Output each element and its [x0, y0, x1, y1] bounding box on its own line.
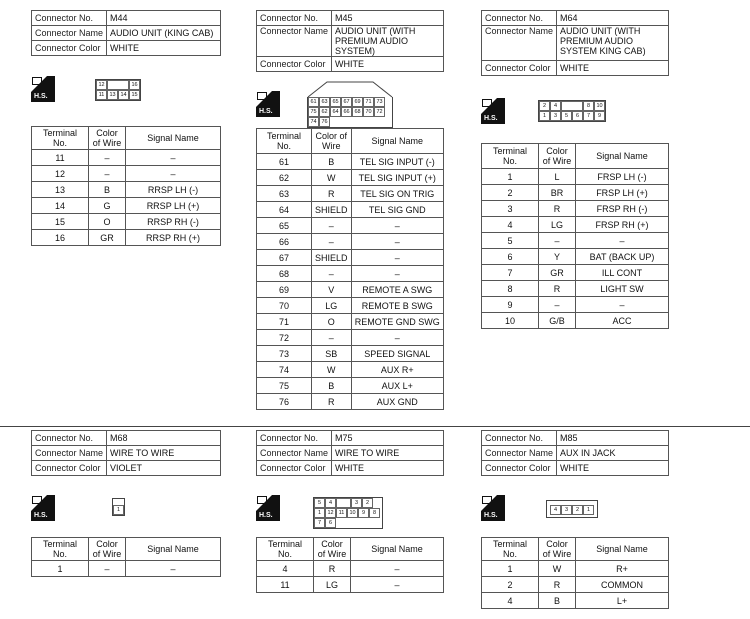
hs-icon: H.S.	[31, 76, 55, 102]
terminal-no-cell: 16	[32, 230, 89, 246]
signal-name-cell: RRSP RH (-)	[126, 214, 221, 230]
wire-color-cell: R	[539, 281, 576, 297]
table-row	[32, 198, 221, 214]
table-row	[32, 214, 221, 230]
connector-face-m44	[95, 79, 141, 101]
signal-name-cell: AUX GND	[351, 394, 443, 410]
hs-icon: H.S.	[481, 495, 505, 521]
signal-name-cell: REMOTE B SWG	[351, 298, 443, 314]
table-row	[32, 150, 221, 166]
terminal-no-cell: 1	[482, 561, 539, 577]
terminal-table-m44: Terminal No. Color of Wire Signal Name 11 – – 12 – – 13 B RRSP LH (-) 14 G RRSP LH (+) 15 O RRSP RH (-) 16 GR RRSP RH (+)	[31, 126, 221, 246]
terminal-no-cell: 70	[257, 298, 312, 314]
terminal-no-cell: 4	[482, 593, 539, 609]
terminal-no-cell: 71	[257, 314, 312, 330]
connector-face-m75	[313, 497, 383, 529]
signal-name-cell: FRSP LH (+)	[576, 185, 669, 201]
table-row	[257, 234, 444, 250]
connector-face-m45	[307, 97, 393, 128]
wire-color-cell: LG	[314, 577, 351, 593]
table-row	[257, 202, 444, 218]
terminal-no-cell: 9	[482, 297, 539, 313]
terminal-no-cell: 1	[482, 169, 539, 185]
terminal-no-cell: 13	[32, 182, 89, 198]
table-row	[482, 561, 669, 577]
signal-name-cell: –	[126, 561, 221, 577]
table-row	[257, 186, 444, 202]
connector-face-m85	[546, 500, 598, 518]
signal-name-cell: LIGHT SW	[576, 281, 669, 297]
wire-color-cell: L	[539, 169, 576, 185]
connector-m64: Connector No. M64 Connector Name AUDIO UNIT (WITH PREMIUM AUDIO SYSTEM KING CAB) Connector Color WHITE	[481, 10, 669, 76]
wire-color-cell: –	[312, 218, 352, 234]
connector-info-table: Connector No. M44 Connector Name AUDIO UNIT (KING CAB) Connector Color WHITE	[31, 10, 221, 56]
wire-color-cell: O	[89, 214, 126, 230]
table-row	[482, 313, 669, 329]
terminal-table-m85: Terminal No. Color of Wire Signal Name 1 W R+ 2 R COMMON 4 B L+	[481, 537, 669, 609]
table-row	[482, 201, 669, 217]
terminal-no-cell: 68	[257, 266, 312, 282]
wire-color-cell: SHIELD	[312, 250, 352, 266]
terminal-no-cell: 69	[257, 282, 312, 298]
signal-name-cell: –	[351, 218, 443, 234]
table-row	[257, 362, 444, 378]
signal-name-cell: R+	[576, 561, 669, 577]
signal-name-cell: BAT (BACK UP)	[576, 249, 669, 265]
signal-name-cell: –	[126, 166, 221, 182]
terminal-no-cell: 2	[482, 185, 539, 201]
table-row	[32, 166, 221, 182]
section-divider	[0, 426, 750, 427]
terminal-no-cell: 11	[257, 577, 314, 593]
table-row	[257, 170, 444, 186]
signal-name-cell: –	[576, 233, 669, 249]
wire-color-cell: LG	[539, 217, 576, 233]
signal-name-cell: REMOTE A SWG	[351, 282, 443, 298]
terminal-table-m45: Terminal No. Color of Wire Signal Name 61 B TEL SIG INPUT (-) 62 W TEL SIG INPUT (+) 63 R TEL SIG ON TRIG 64 SHIELD TEL SIG GND 65 – – 66 – – 67 SHIELD – 68 – – 69 V REMOTE A SWG 70 LG REMOTE B SWG 71 O REMOTE GND SWG 72 – – 73 SB SPEED SIGNAL 74 W AUX R+ 75 B AUX L+ 76 R AUX GND	[256, 128, 444, 410]
table-row	[257, 218, 444, 234]
terminal-no-cell: 1	[32, 561, 89, 577]
signal-name-cell: RRSP RH (+)	[126, 230, 221, 246]
wire-color-cell: B	[539, 593, 576, 609]
signal-name-cell: AUX R+	[351, 362, 443, 378]
table-row	[257, 577, 444, 593]
connector-m75: Connector No. M75 Connector Name WIRE TO WIRE Connector Color WHITE	[256, 430, 444, 476]
wire-color-cell: GR	[89, 230, 126, 246]
hs-icon: H.S.	[256, 91, 280, 117]
signal-name-cell: –	[351, 330, 443, 346]
signal-name-cell: –	[351, 250, 443, 266]
table-row	[482, 593, 669, 609]
connector-m45: Connector No. M45 Connector Name AUDIO UNIT (WITH PREMIUM AUDIO SYSTEM) Connector Color WHITE	[256, 10, 444, 72]
wire-color-cell: R	[312, 186, 352, 202]
signal-name-cell: –	[351, 234, 443, 250]
terminal-no-cell: 14	[32, 198, 89, 214]
terminal-no-cell: 2	[482, 577, 539, 593]
signal-name-cell: –	[351, 266, 443, 282]
wire-color-cell: G	[89, 198, 126, 214]
wire-color-cell: SHIELD	[312, 202, 352, 218]
terminal-no-cell: 4	[257, 561, 314, 577]
terminal-no-cell: 63	[257, 186, 312, 202]
signal-name-cell: COMMON	[576, 577, 669, 593]
wire-color-cell: O	[312, 314, 352, 330]
connector-face-m64	[538, 100, 606, 122]
wire-color-cell: B	[89, 182, 126, 198]
signal-name-cell: RRSP LH (+)	[126, 198, 221, 214]
pin-grid: 12 16 11 13 14 15	[96, 80, 140, 100]
terminal-no-cell: 76	[257, 394, 312, 410]
terminal-table-m68: Terminal No. Color of Wire Signal Name 1 – –	[31, 537, 221, 577]
table-row	[257, 378, 444, 394]
wire-color-cell: W	[539, 561, 576, 577]
terminal-no-cell: 8	[482, 281, 539, 297]
signal-name-cell: TEL SIG GND	[351, 202, 443, 218]
table-row	[32, 230, 221, 246]
signal-name-cell: SPEED SIGNAL	[351, 346, 443, 362]
table-row	[482, 265, 669, 281]
wire-color-cell: V	[312, 282, 352, 298]
wire-color-cell: R	[539, 201, 576, 217]
wire-color-cell: –	[539, 233, 576, 249]
table-row	[257, 561, 444, 577]
table-row	[257, 266, 444, 282]
terminal-no-cell: 72	[257, 330, 312, 346]
terminal-no-cell: 61	[257, 154, 312, 170]
table-row	[257, 314, 444, 330]
pin-grid: 2 4 8 10 1 3 5 6 7 9	[539, 101, 605, 121]
table-row	[482, 281, 669, 297]
wire-color-cell: R	[314, 561, 351, 577]
terminal-no-cell: 15	[32, 214, 89, 230]
pin-grid: 1	[113, 505, 124, 515]
table-row	[257, 250, 444, 266]
wire-color-cell: W	[312, 362, 352, 378]
wire-color-cell: R	[312, 394, 352, 410]
signal-name-cell: RRSP LH (-)	[126, 182, 221, 198]
table-row	[482, 169, 669, 185]
table-row	[482, 249, 669, 265]
wire-color-cell: –	[89, 561, 126, 577]
connector-face-m68	[112, 498, 125, 516]
wire-color-cell: LG	[312, 298, 352, 314]
table-row	[257, 346, 444, 362]
terminal-no-cell: 65	[257, 218, 312, 234]
signal-name-cell: TEL SIG ON TRIG	[351, 186, 443, 202]
table-row	[32, 561, 221, 577]
table-row	[257, 394, 444, 410]
terminal-no-cell: 74	[257, 362, 312, 378]
wire-color-cell: GR	[539, 265, 576, 281]
signal-name-cell: –	[351, 577, 444, 593]
terminal-no-cell: 75	[257, 378, 312, 394]
wire-color-cell: B	[312, 378, 352, 394]
terminal-no-cell: 66	[257, 234, 312, 250]
signal-name-cell: FRSP RH (-)	[576, 201, 669, 217]
table-row	[257, 330, 444, 346]
table-row	[482, 233, 669, 249]
connector-m85: Connector No. M85 Connector Name AUX IN JACK Connector Color WHITE	[481, 430, 669, 476]
table-row	[257, 154, 444, 170]
wire-color-cell: –	[312, 234, 352, 250]
terminal-no-cell: 62	[257, 170, 312, 186]
terminal-no-cell: 6	[482, 249, 539, 265]
terminal-no-cell: 3	[482, 201, 539, 217]
terminal-no-cell: 11	[32, 150, 89, 166]
terminal-no-cell: 4	[482, 217, 539, 233]
signal-name-cell: ACC	[576, 313, 669, 329]
terminal-no-cell: 5	[482, 233, 539, 249]
wire-color-cell: –	[89, 166, 126, 182]
connector-m68: Connector No. M68 Connector Name WIRE TO WIRE Connector Color VIOLET	[31, 430, 221, 476]
terminal-no-cell: 7	[482, 265, 539, 281]
terminal-no-cell: 10	[482, 313, 539, 329]
signal-name-cell: TEL SIG INPUT (-)	[351, 154, 443, 170]
connector-hood-outline	[307, 80, 393, 98]
wire-color-cell: B	[312, 154, 352, 170]
terminal-table-m64: Terminal No. Color of Wire Signal Name 1 L FRSP LH (-) 2 BR FRSP LH (+) 3 R FRSP RH (-) 4 LG FRSP RH (+) 5 – – 6 Y BAT (BACK UP) 7 GR ILL CONT 8 R LIGHT SW 9 – – 10 G/B ACC	[481, 143, 669, 329]
table-row	[257, 282, 444, 298]
hs-icon: H.S.	[481, 98, 505, 124]
wire-color-cell: –	[312, 266, 352, 282]
terminal-no-cell: 64	[257, 202, 312, 218]
table-row	[32, 182, 221, 198]
table-row	[482, 297, 669, 313]
signal-name-cell: ILL CONT	[576, 265, 669, 281]
wire-color-cell: Y	[539, 249, 576, 265]
pin-grid: 61 63 65 67 69 71 73 75 62 64 66 68 70 72 74 76	[308, 97, 392, 127]
wire-color-cell: SB	[312, 346, 352, 362]
connector-m44	[31, 10, 221, 56]
signal-name-cell: –	[576, 297, 669, 313]
table-row	[482, 217, 669, 233]
table-row	[482, 577, 669, 593]
signal-name-cell: AUX L+	[351, 378, 443, 394]
signal-name-cell: FRSP RH (+)	[576, 217, 669, 233]
hs-icon: H.S.	[31, 495, 55, 521]
signal-name-cell: FRSP LH (-)	[576, 169, 669, 185]
signal-name-cell: –	[351, 561, 444, 577]
terminal-no-cell: 67	[257, 250, 312, 266]
signal-name-cell: REMOTE GND SWG	[351, 314, 443, 330]
wire-color-cell: –	[89, 150, 126, 166]
signal-name-cell: –	[126, 150, 221, 166]
table-row	[482, 185, 669, 201]
table-row	[257, 298, 444, 314]
pin-grid: 5 4 3 2 1 12 11 10 9 8 7 6	[314, 498, 382, 528]
wire-color-cell: –	[312, 330, 352, 346]
terminal-table-m75: Terminal No. Color of Wire Signal Name 4 R – 11 LG –	[256, 537, 444, 593]
terminal-no-cell: 73	[257, 346, 312, 362]
wire-color-cell: W	[312, 170, 352, 186]
signal-name-cell: TEL SIG INPUT (+)	[351, 170, 443, 186]
terminal-no-cell: 12	[32, 166, 89, 182]
wire-color-cell: –	[539, 297, 576, 313]
signal-name-cell: L+	[576, 593, 669, 609]
wire-color-cell: R	[539, 577, 576, 593]
wire-color-cell: G/B	[539, 313, 576, 329]
hs-icon: H.S.	[256, 495, 280, 521]
wire-color-cell: BR	[539, 185, 576, 201]
pin-grid: 4 3 2 1	[550, 505, 594, 515]
